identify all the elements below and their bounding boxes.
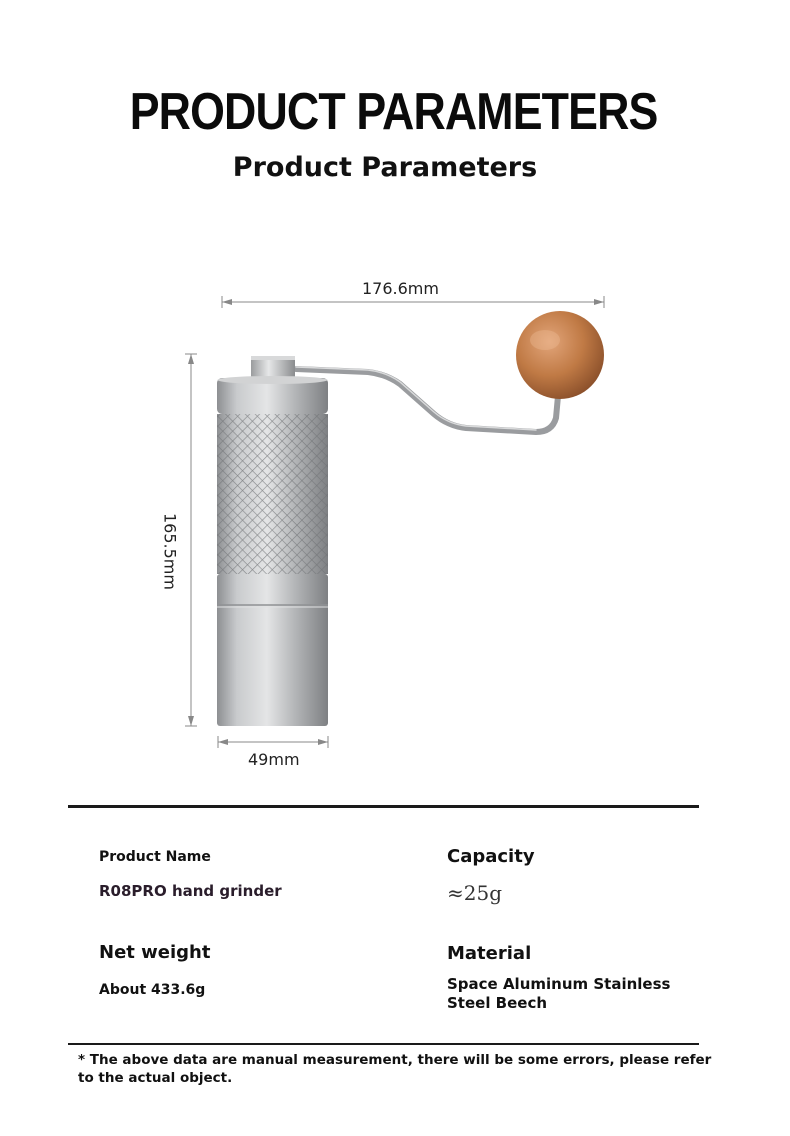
net-weight-value: About 433.6g	[99, 982, 206, 998]
product-name-value: R08PRO hand grinder	[99, 882, 282, 900]
height-dimension-label: 165.5mm	[160, 513, 180, 590]
page-subtitle: Product Parameters	[232, 152, 538, 183]
wooden-knob	[516, 311, 604, 399]
material-label: Material	[447, 943, 532, 964]
capacity-value: ≈25g	[447, 881, 503, 905]
diameter-dimension-line	[218, 736, 328, 748]
measurement-disclaimer: * The above data are manual measurement, there will be some errors, please refer to the actual object.	[78, 1052, 712, 1086]
height-dimension-line	[185, 354, 197, 726]
section-divider-bottom	[68, 1043, 699, 1045]
net-weight-label: Net weight	[99, 942, 211, 963]
crank-arm	[296, 369, 558, 432]
material-value: Space Aluminum Stainless Steel Beech	[447, 975, 671, 1012]
product-name-label: Product Name	[99, 849, 211, 865]
capacity-label: Capacity	[447, 846, 535, 867]
page-title: PRODUCT PARAMETERS	[129, 83, 658, 141]
section-divider-top	[68, 805, 699, 808]
grinder-lower-body	[217, 574, 328, 726]
width-dimension-label: 176.6mm	[362, 279, 439, 298]
diameter-dimension-label: 49mm	[248, 750, 300, 769]
